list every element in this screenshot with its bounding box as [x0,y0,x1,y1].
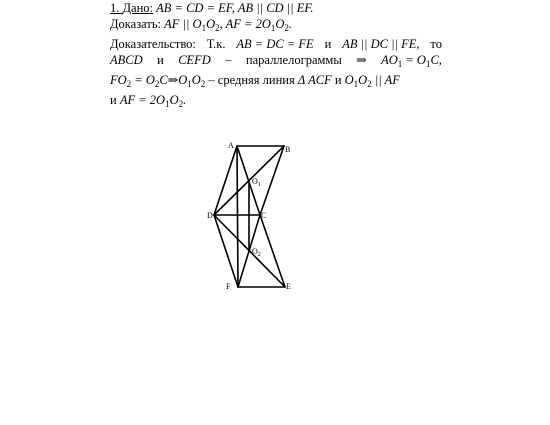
label-o2 [252,247,261,258]
implies-1: ⇒ [356,53,367,67]
label-d: D [207,211,213,220]
eq2: $FO_2 = O_2C$ [110,73,168,89]
and-word-3: и [334,73,342,87]
and-word-2: и [157,53,164,67]
proof-line-1 [110,36,442,52]
label-o1-sub: 1 [257,182,261,188]
label-o2-sub: 2 [257,252,261,258]
quad2: CEFD [178,53,211,67]
problem-text [110,0,442,112]
given-statement: AB = CD = EF, AB || CD || EF. [156,1,314,15]
parallel-result: $O_1O_2$ || AF [344,73,400,89]
implies-2: ⇒ [167,73,179,87]
midline-text: – средняя линия [208,73,295,87]
figure-lines [214,146,285,287]
and-word-1: и [324,37,332,51]
and-word-4: и [110,93,117,107]
segment-df [214,215,238,287]
given-header [110,1,153,15]
then-word: то [430,37,442,51]
proof-label: Доказательство: [110,37,196,51]
proof-line-4 [110,92,442,112]
prove-label: Доказать: [110,17,162,31]
length-result: AF = $2O_1O_2$. [119,93,187,109]
given-line [110,0,442,16]
proof-cond2: AB || DC || FE, [342,37,420,51]
proof-intro: Т.к. [206,37,226,51]
segment-bc [257,146,284,215]
proof-cond: AB = DC = FE [236,37,314,51]
quad1: ABCD [110,53,143,67]
prove-statement: AF || $O_1O_2$, AF = $2O_1O_2$. [164,17,293,33]
label-c: C [261,211,267,220]
proof-line-2 [110,52,442,72]
label-o2-letter: O [252,247,258,256]
label-o1 [252,177,261,188]
given-label: Дано: [122,1,153,15]
geometry-figure [195,134,305,294]
label-a: A [228,141,234,150]
parallelograms: параллелограммы [245,53,342,67]
segment-af [237,146,238,287]
label-b: B [285,145,291,154]
label-e: E [286,282,291,291]
dash: – [225,53,232,67]
triangle: Δ ACF [297,73,332,87]
segment-o1o2: $O_1O_2$ [178,73,206,89]
eq1: $AO_1 = O_1C$, [381,53,442,69]
label-o1-letter: O [252,177,258,186]
proof-line-3 [110,72,442,92]
segment-ce [257,215,285,287]
figure-svg [195,134,305,294]
prove-line [110,16,442,36]
task-number: 1. [110,1,120,15]
label-f: F [226,282,231,291]
